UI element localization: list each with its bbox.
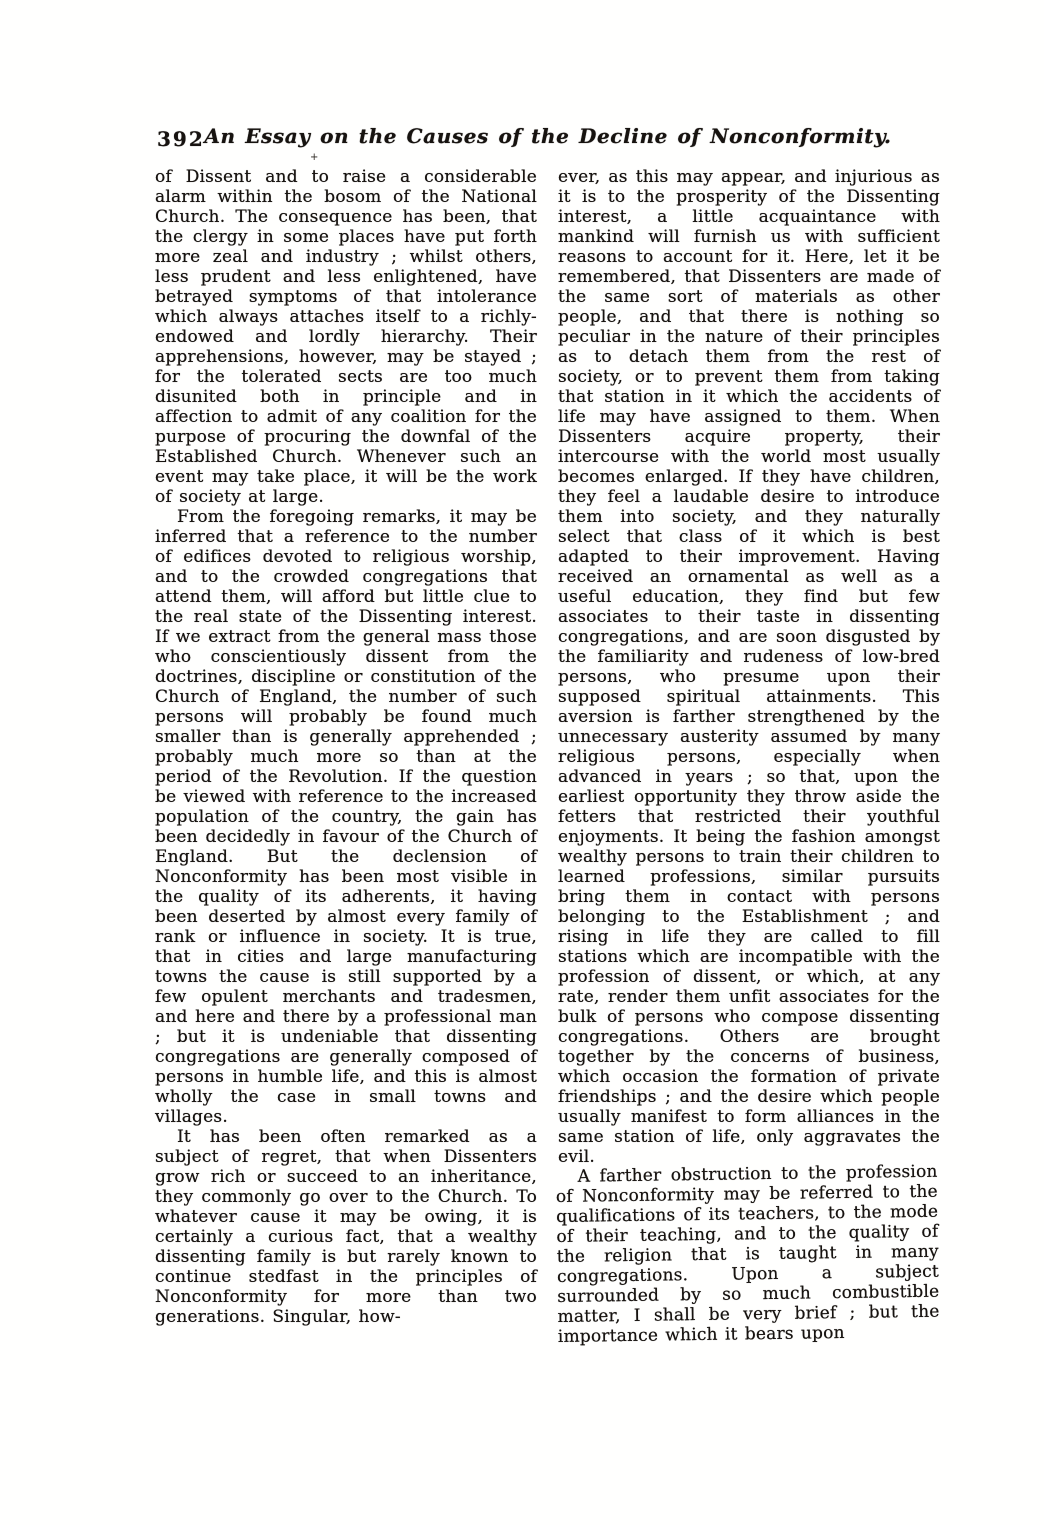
paragraph: It has been often remarked as a subject of regret, that when Dissenters grow rich or succeed to an inheritance, they commonly go over to the Church. To whatever cause it may be owing, it is certainly a curious fact, that a wealthy dissenting family is but rarely known to continue stedfast in the principles of Nonconformity for more than two generations. Singular, how- [155, 1127, 537, 1327]
paragraph: From the foregoing remarks, it may be inferred that a reference to the number of edifices devoted to religious worship, and to the crowded congregations that attend them, will afford but little clue to the real state of the Dissenting interest. If we extract from the general mass those who conscientiously dissent from the doctrines, discipline or constitution of the Church of England, the number of such persons will probably be found much smaller than is generally apprehended ; probably much more so than at the period of the Revolution. If the question be viewed with reference to the increased population of the country, the gain has been decidedly in favour of the Church of England. But the declension of Nonconformity has been most visible in the quality of its adherents, it having been deserted by almost every family of rank or influence in society. It is true, that in cities and large manufacturing towns the cause is still supported by a few opulent merchants and tradesmen, and here and there by a professional man ; but it is undeniable that dissenting congregations are generally composed of persons in humble life, and this is almost wholly the case in small towns and villages. [155, 507, 537, 1127]
running-title: An Essay on the Causes of the Decline of Nonconformity. [204, 124, 892, 148]
paragraph: of Dissent and to raise a considerable alarm within the bosom of the National Church. The consequence has been, that the clergy in some places have put forth more zeal and industry ; whilst others, less prudent and less enlightened, have betrayed symptoms of that intolerance which always attaches itself to a richly-endowed and lordly hierarchy. Their apprehensions, however, may be stayed ; for the tolerated sects are too much disunited both in principle and in affection to admit of any coalition for the purpose of procuring the downfal of the Established Church. Whenever such an event may take place, it will be the work of society at large. [155, 167, 537, 507]
paragraph: ever, as this may appear, and injurious as it is to the prosperity of the Dissenting interest, a little acquaintance with mankind will furnish us with sufficient reasons to account for it. Here, let it be remembered, that Dissenters are made of the same sort of materials as other people, and that there is nothing so peculiar in the nature of their principles as to detach them from the rest of society, or to prevent them from taking that station in it which the accidents of life may have assigned to them. When Dissenters acquire property, their intercourse with the world most usually becomes enlarged. If they have children, they feel a laudable desire to introduce them into society, and they naturally select that class of it which is best adapted to their improvement. Having received an ornamental as well as a useful education, they find but few associates to their taste in dissenting congregations, and are soon disgusted by the familiarity and rudeness of low-bred persons, who presume upon their supposed spiritual attainments. This aversion is farther strengthened by the unnecessary austerity assumed by many religious persons, especially when advanced in years ; so that, upon the earliest opportunity they throw aside the fetters that restricted their youthful enjoyments. It being the fashion amongst wealthy persons to train their children to learned professions, similar pursuits bring them in contact with persons belonging to the Establishment ; and rising in life they are called to fill stations which are incompatible with the profession of dissent, or which, at any rate, render them unfit associates for the bulk of persons who compose dissenting congregations. Others are brought together by the concerns of business, which occasion the formation of private friendships ; and the desire which people usually manifest to form alliances in the same station of life, only aggravates the evil. [558, 167, 940, 1167]
left-column [155, 167, 537, 1347]
page-number: 392 [157, 127, 205, 151]
printer-mark: + [310, 152, 319, 163]
right-column [555, 167, 940, 1347]
text-columns [155, 167, 941, 1347]
paragraph: A farther obstruction to the profession of Nonconformity may be referred to the qualifications of its teachers, to the mode of their teaching, and to the quality of the religion that is taught in many congregations. Upon a subject surrounded by so much combustible matter, I shall be very brief ; but the importance which it bears upon [555, 1161, 940, 1347]
page-header [155, 124, 941, 158]
